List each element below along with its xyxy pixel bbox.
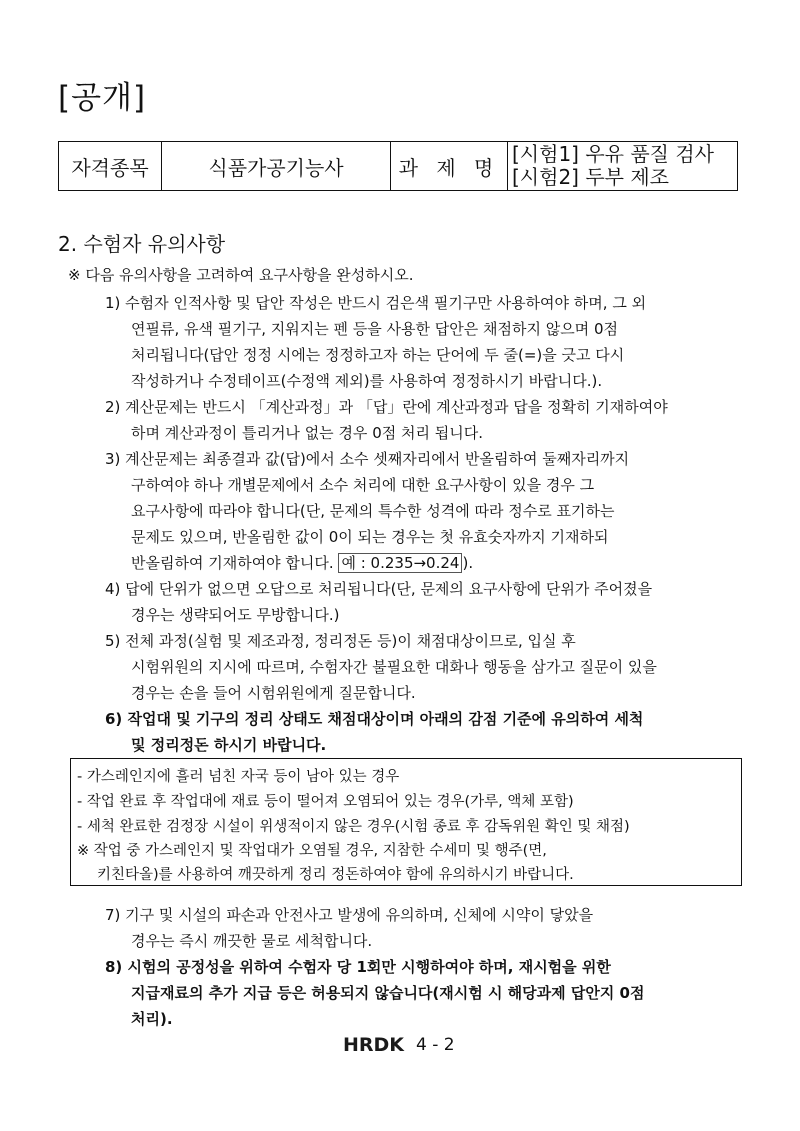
item-6-line-1: 6) 작업대 및 기구의 정리 상태도 채점대상이며 아래의 감점 기준에 유의하여 세척	[105, 710, 644, 728]
item-3-line-2: 구하여야 하나 개별문제에서 소수 처리에 대한 요구사항이 있을 경우 그	[131, 476, 595, 494]
item-1-line-2: 연필류, 유색 필기구, 지워지는 펜 등을 사용한 답안은 채점하지 않으며 0점	[131, 320, 618, 338]
page-footer	[343, 1034, 455, 1056]
item-3-line-4: 문제도 있으며, 반올림한 값이 0이 되는 경우는 첫 유효숫자까지 기재하되	[131, 528, 609, 546]
task-name-label: 과 제 명	[391, 142, 508, 191]
item-3-line-1: 3) 계산문제는 최종결과 값(답)에서 소수 셋째자리에서 반올림하여 둘째자리까지	[105, 450, 630, 468]
deduction-line-1: - 가스레인지에 흘러 넘친 자국 등이 남아 있는 경우	[77, 769, 400, 785]
deduction-line-5: 키친타올)를 사용하여 깨끗하게 정리 정돈하여야 함에 유의하시기 바랍니다.	[97, 867, 574, 883]
item-5-line-3: 경우는 손을 들어 시험위원에게 질문합니다.	[131, 684, 416, 702]
task-names	[508, 142, 738, 191]
item-7-line-1: 7) 기구 및 시설의 파손과 안전사고 발생에 유의하며, 신체에 시약이 닿았을	[105, 906, 594, 924]
intro-note: ※ 다음 유의사항을 고려하여 요구사항을 완성하시오.	[68, 266, 414, 284]
item-1-line-3: 처리됩니다(답안 정정 시에는 정정하고자 하는 단어에 두 줄(=)을 긋고 다시	[131, 346, 625, 364]
item-8-line-2: 지급재료의 추가 지급 등은 허용되지 않습니다(재시험 시 해당과제 답안지 0점	[131, 984, 645, 1002]
item-8-line-3: 처리).	[131, 1010, 173, 1028]
item-4-line-2: 경우는 생략되어도 무방합니다.)	[131, 606, 340, 624]
qualification-label: 자격종목	[59, 142, 162, 191]
item-3-line-5	[131, 552, 473, 573]
item-5-line-2: 시험위원의 지시에 따르며, 수험자간 불필요한 대화나 행동을 삼가고 질문이 있을	[131, 658, 657, 676]
deduction-line-4: ※ 작업 중 가스레인지 및 작업대가 오염될 경우, 지참한 수세미 및 행주(면,	[77, 843, 547, 859]
qualification-value: 식품가공기능사	[162, 142, 391, 191]
item-1-line-4: 작성하거나 수정테이프(수정액 제외)를 사용하여 정정하시기 바랍니다.).	[131, 372, 603, 390]
item-3-line-5-text: 반올림하여 기재하여야 합니다.	[131, 554, 334, 572]
task-2: [시험2] 두부 제조	[512, 165, 669, 189]
item-3-line-3: 요구사항에 따라야 합니다(단, 문제의 특수한 성격에 따라 정수로 표기하는	[131, 502, 615, 520]
item-3-line-5-end: ).	[462, 554, 474, 572]
task-1: [시험1] 우유 품질 검사	[512, 142, 714, 166]
hrdk-logo: HRDK	[343, 1034, 405, 1056]
page-number: 4 - 2	[416, 1035, 455, 1055]
item-6-line-2: 및 정리정돈 하시기 바랍니다.	[131, 736, 327, 754]
item-1-line-1: 1) 수험자 인적사항 및 답안 작성은 반드시 검은색 필기구만 사용하여야 하며, 그 외	[105, 294, 647, 312]
item-7-line-2: 경우는 즉시 깨끗한 물로 세척합니다.	[131, 932, 373, 950]
exam-info-table	[58, 141, 738, 191]
section-title: 2. 수험자 유의사항	[58, 232, 226, 256]
deduction-line-2: - 작업 완료 후 작업대에 재료 등이 떨어져 오염되어 있는 경우(가루, 액체 포함)	[77, 794, 574, 810]
item-2-line-1: 2) 계산문제는 반드시 「계산과정」과 「답」란에 계산과정과 답을 정확히 기재하여야	[105, 398, 668, 416]
deduction-line-3: - 세척 완료한 검정장 시설이 위생적이지 않은 경우(시험 종료 후 감독위원 확인 및 채점)	[77, 819, 630, 835]
item-2-line-2: 하며 계산과정이 틀리거나 없는 경우 0점 처리 됩니다.	[131, 424, 483, 442]
item-4-line-1: 4) 답에 단위가 없으면 오답으로 처리됩니다(단, 문제의 요구사항에 단위가 주어졌을	[105, 580, 653, 598]
deduction-criteria-box	[70, 758, 742, 886]
item-8-line-1: 8) 시험의 공정성을 위하여 수험자 당 1회만 시행하여야 하며, 재시험을 위한	[105, 958, 611, 976]
item-5-line-1: 5) 전체 과정(실험 및 제조과정, 정리정돈 등)이 채점대상이므로, 입실 후	[105, 632, 576, 650]
public-badge: [공개]	[58, 80, 147, 116]
rounding-example: 예 : 0.235→0.24	[338, 553, 462, 573]
